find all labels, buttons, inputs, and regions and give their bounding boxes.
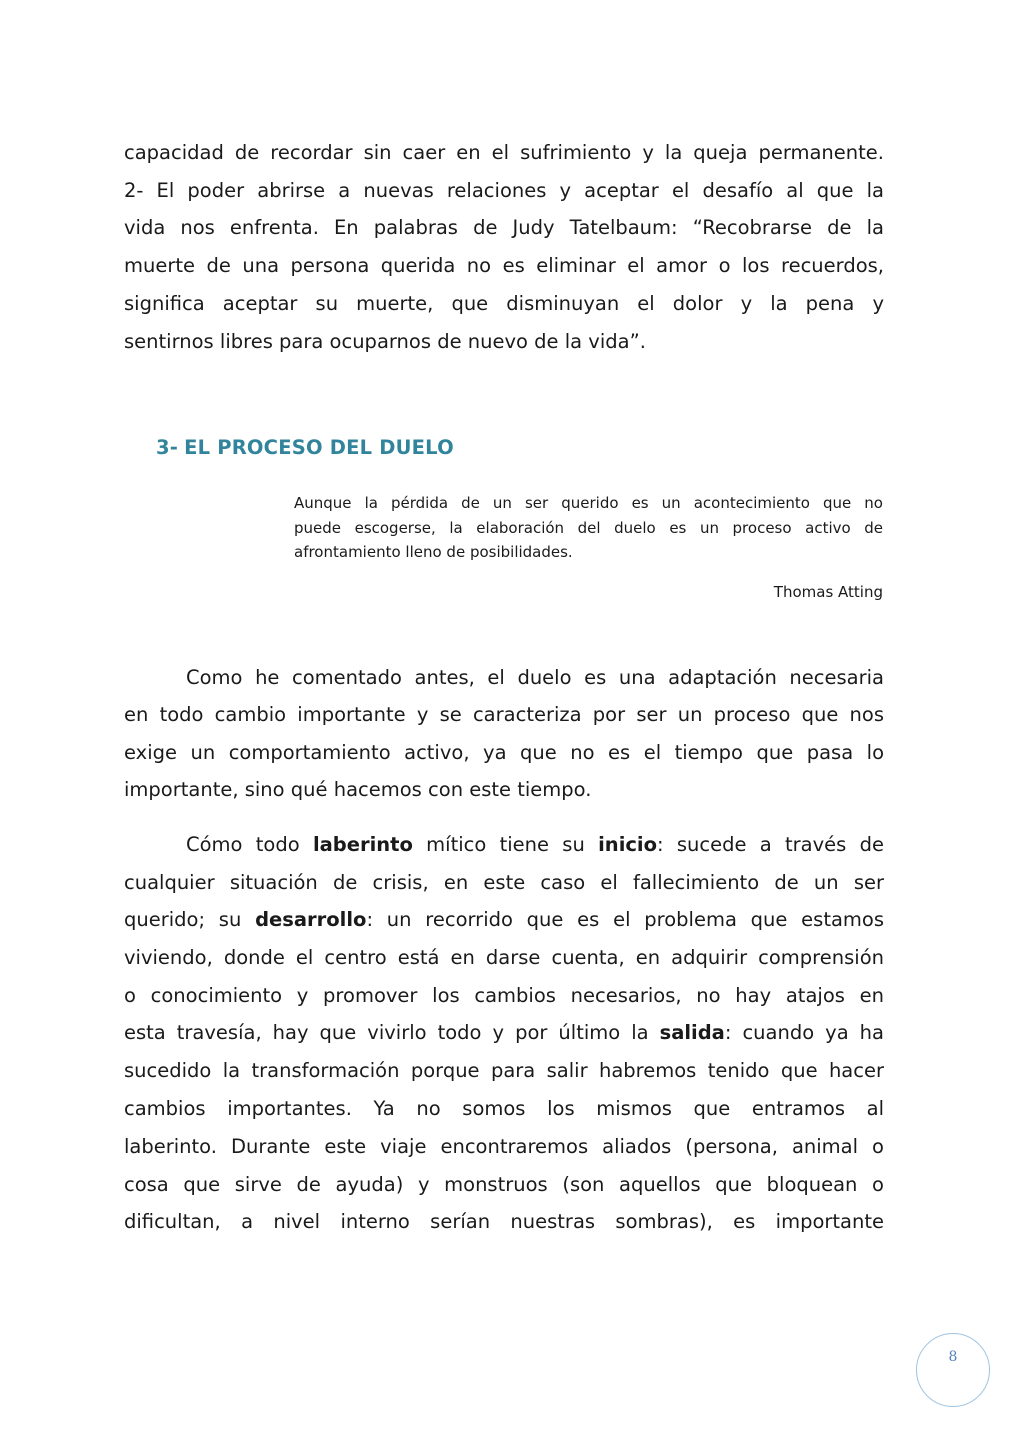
paragraph-2-line-8: cambios importantes. Ya no somos los mismos que entramos al (124, 1097, 884, 1120)
top-paragraph-line-4: muerte de una persona querida no es eliminar el amor o los recuerdos, (124, 254, 884, 277)
top-paragraph-line-2: 2- El poder abrirse a nuevas relaciones y aceptar el desafío al que la (124, 179, 884, 202)
epigraph-author: Thomas Atting (773, 583, 883, 601)
paragraph-1-line-2: en todo cambio importante y se caracteriza por ser un proceso que nos (124, 703, 884, 726)
paragraph-2-line-6 (124, 1014, 884, 1052)
section-heading (156, 436, 454, 459)
paragraph-2-line-3 (124, 901, 884, 939)
paragraph-1-line-3: exige un comportamiento activo, ya que no es el tiempo que pasa lo (124, 741, 884, 764)
paragraph-2-line-1-part-c: mítico tiene su (412, 833, 599, 856)
paragraph-1-line-4: importante, sino qué hacemos con este tiempo. (124, 778, 592, 801)
paragraph-2-line-6-part-a: esta travesía, hay que vivirlo todo y por último la (124, 1021, 660, 1044)
paragraph-2-line-3-part-a: querido; su (124, 908, 256, 931)
section-title: EL PROCESO DEL DUELO (184, 436, 454, 459)
paragraph-2-line-1-part-a: Cómo todo (186, 833, 313, 856)
epigraph-line-1: Aunque la pérdida de un ser querido es un acontecimiento que no (294, 494, 883, 512)
section-number: 3- (156, 436, 179, 459)
top-paragraph-line-6: sentirnos libres para ocuparnos de nuevo de la vida”. (124, 330, 646, 353)
top-paragraph-line-3: vida nos enfrenta. En palabras de Judy Tatelbaum: “Recobrarse de la (124, 216, 884, 239)
paragraph-2-line-11: dificultan, a nivel interno serían nuestras sombras), es importante (124, 1210, 884, 1233)
paragraph-2-line-5: o conocimiento y promover los cambios necesarios, no hay atajos en (124, 984, 884, 1007)
keyword-salida: salida (659, 1021, 725, 1044)
paragraph-2-line-6-part-c: : cuando ya ha (724, 1021, 884, 1044)
top-paragraph-line-1: capacidad de recordar sin caer en el sufrimiento y la queja permanente. (124, 141, 884, 164)
page-number: 8 (948, 1349, 958, 1365)
paragraph-2-line-10: cosa que sirve de ayuda) y monstruos (son aquellos que bloquean o (124, 1173, 884, 1196)
epigraph-line-3: afrontamiento lleno de posibilidades. (294, 543, 573, 561)
paragraph-2-line-2: cualquier situación de crisis, en este caso el fallecimiento de un ser (124, 871, 884, 894)
paragraph-2-line-4: viviendo, donde el centro está en darse cuenta, en adquirir comprensión (124, 946, 884, 969)
paragraph-1-line-1: Como he comentado antes, el duelo es una adaptación necesaria (186, 666, 884, 689)
keyword-inicio: inicio (598, 833, 658, 856)
paragraph-2-line-3-part-c: : un recorrido que es el problema que estamos (366, 908, 884, 931)
page-number-badge (916, 1333, 990, 1407)
epigraph-line-2: puede escogerse, la elaboración del duelo es un proceso activo de (294, 519, 883, 537)
top-paragraph-line-5: significa aceptar su muerte, que disminuyan el dolor y la pena y (124, 292, 884, 315)
paragraph-2-line-1 (124, 826, 884, 864)
keyword-laberinto: laberinto (312, 833, 413, 856)
paragraph-2-line-7: sucedido la transformación porque para salir habremos tenido que hacer (124, 1059, 884, 1082)
paragraph-2-line-9: laberinto. Durante este viaje encontraremos aliados (persona, animal o (124, 1135, 884, 1158)
keyword-desarrollo: desarrollo (255, 908, 367, 931)
paragraph-2-line-1-part-e: : sucede a través de (657, 833, 884, 856)
